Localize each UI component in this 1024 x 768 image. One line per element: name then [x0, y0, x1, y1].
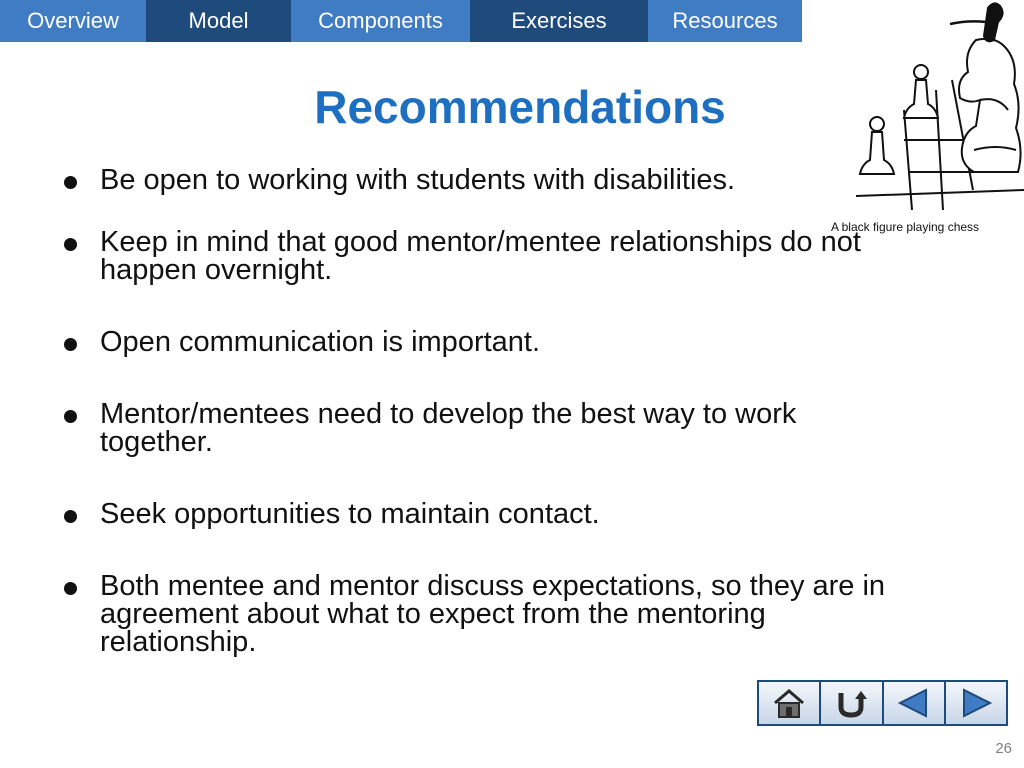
- tab-model[interactable]: Model: [146, 0, 291, 42]
- bullet-text: Be open to working with students with disabilities.: [100, 164, 736, 196]
- list-item: [60, 572, 910, 656]
- bullet-dot: [64, 338, 77, 351]
- next-icon: [958, 687, 994, 719]
- page-title: Recommendations: [314, 81, 726, 133]
- bullet-text: Open communication is important.: [100, 326, 541, 358]
- tab-exercises[interactable]: Exercises: [470, 0, 648, 42]
- bullet-dot: [64, 410, 77, 423]
- bullet-text: Seek opportunities to maintain contact.: [100, 498, 600, 530]
- bullet-dot: [64, 238, 77, 251]
- previous-icon: [896, 687, 932, 719]
- list-item: [60, 328, 910, 356]
- list-item: [60, 400, 910, 456]
- home-button[interactable]: [759, 682, 821, 724]
- bullet-dot: [64, 582, 77, 595]
- bullet-dot: [64, 510, 77, 523]
- list-item: [60, 166, 910, 194]
- tab-resources[interactable]: Resources: [648, 0, 802, 42]
- bullet-dot: [64, 176, 77, 189]
- top-navigation: [0, 0, 802, 42]
- tab-overview[interactable]: Overview: [0, 0, 146, 42]
- list-item: [60, 228, 910, 284]
- previous-button[interactable]: [884, 682, 946, 724]
- tab-components[interactable]: Components: [291, 0, 470, 42]
- bullet-text: Both mentee and mentor discuss expectations, so they are in agreement about what to expect from the mentoring relationship.: [100, 570, 886, 658]
- bullet-text: Mentor/mentees need to develop the best way to work together.: [100, 398, 797, 458]
- next-button[interactable]: [946, 682, 1006, 724]
- bullet-list: [60, 166, 910, 700]
- slide-number: 26: [995, 740, 1012, 757]
- return-button[interactable]: [821, 682, 883, 724]
- image-caption: A black figure playing chess: [830, 220, 980, 234]
- home-icon: [771, 687, 807, 719]
- slide-navigation-controls: [757, 680, 1008, 726]
- return-icon: [833, 687, 869, 719]
- bullet-text: Keep in mind that good mentor/mentee relationships do not happen overnight.: [100, 226, 861, 286]
- list-item: [60, 500, 910, 528]
